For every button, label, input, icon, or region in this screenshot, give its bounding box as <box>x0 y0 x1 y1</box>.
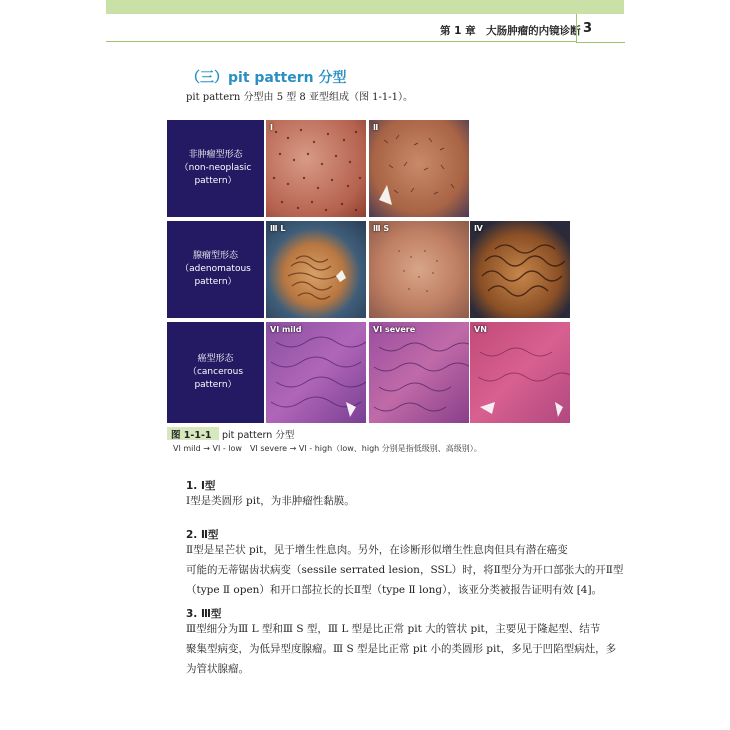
paragraph-type-3 <box>186 619 617 679</box>
text-line: 可能的无蒂锯齿状病变（sessile serrated lesion，SSL）时，将Ⅱ型分为开口部张大的开Ⅱ型 <box>186 564 624 576</box>
cell-label: Ⅲ L <box>270 224 286 233</box>
header-rule <box>106 41 576 42</box>
histology-image-v1-severe <box>369 322 469 423</box>
cell-label: Ⅱ <box>373 123 379 132</box>
text-line: 为管状腺瘤。 <box>186 663 249 675</box>
text-line: Ⅰ型是类圆形 pit，为非肿瘤性黏膜。 <box>186 495 355 507</box>
endoscopy-image-type-4 <box>470 221 570 318</box>
subheading-type-1: 1. Ⅰ型 <box>186 480 216 492</box>
cell-label: Ⅰ <box>270 123 273 132</box>
row-label-non-neoplastic <box>167 120 264 217</box>
text-line: 聚集型病变，为低异型度腺瘤。Ⅲ S 型是比正常 pit 小的类圆形 pit，多见于凹陷型病灶，多 <box>186 643 617 655</box>
top-color-band <box>106 0 624 14</box>
caption-note: VI mild → VI - low VI severe → VI - high（low、high 分别是指低级别、高级别）。 <box>173 444 482 453</box>
endoscopy-image-type-3s <box>369 221 469 318</box>
endoscopy-image-type-3l <box>266 221 366 318</box>
cell-label: VI mild <box>270 325 302 334</box>
text-line: Ⅱ型是星芒状 pit，见于增生性息肉。另外，在诊断形似增生性息肉但具有潜在癌变 <box>186 544 568 556</box>
subheading-type-2: 2. Ⅱ型 <box>186 529 219 541</box>
cell-label: VN <box>474 325 487 334</box>
row-label-en2: pattern） <box>194 176 237 186</box>
row-label-cancerous <box>167 322 264 423</box>
caption-title: pit pattern 分型 <box>222 430 295 441</box>
text-line: Ⅲ型细分为Ⅲ L 型和Ⅲ S 型，Ⅲ L 型是比正常 pit 大的管状 pit，主要见于隆起型、结节 <box>186 623 601 635</box>
subheading-type-3: 3. Ⅲ型 <box>186 608 222 620</box>
row-label-en2: pattern） <box>194 277 237 287</box>
paragraph-type-1 <box>186 491 586 511</box>
row-label-en2: pattern） <box>194 380 237 390</box>
row-label-en: （cancerous <box>187 367 244 377</box>
endoscopy-image-type-2 <box>369 120 469 217</box>
chapter-header: 第 1 章 大肠肿瘤的内镜诊断 <box>440 25 581 37</box>
histology-image-v1-mild <box>266 322 366 423</box>
text-line: （type Ⅱ open）和开口部拉长的长Ⅱ型（type Ⅱ long），该亚分类被报告证明有效 [4]。 <box>186 584 603 596</box>
cell-label: Ⅲ S <box>373 224 390 233</box>
row-label-zh: 腺瘤型形态 <box>192 251 238 261</box>
row-label-zh: 癌型形态 <box>197 354 234 364</box>
pit-pattern-figure <box>167 120 570 423</box>
section-title: （三）pit pattern 分型 <box>186 70 347 86</box>
endoscopy-image-type-1 <box>266 120 366 217</box>
cell-label: Ⅳ <box>474 224 483 233</box>
paragraph-type-2 <box>186 540 624 600</box>
row-label-adenomatous <box>167 221 264 318</box>
caption-number: 图 1-1-1 <box>171 430 212 441</box>
row-label-zh: 非肿瘤型形态 <box>188 150 243 160</box>
row-label-en: （non-neoplasic <box>179 163 252 173</box>
section-intro: pit pattern 分型由 5 型 8 亚型组成（图 1-1-1）。 <box>186 92 413 103</box>
histology-image-vn <box>470 322 570 423</box>
page-number: 3 <box>583 21 593 36</box>
row-label-en: （adenomatous <box>180 264 251 274</box>
cell-label: VI severe <box>373 325 416 334</box>
